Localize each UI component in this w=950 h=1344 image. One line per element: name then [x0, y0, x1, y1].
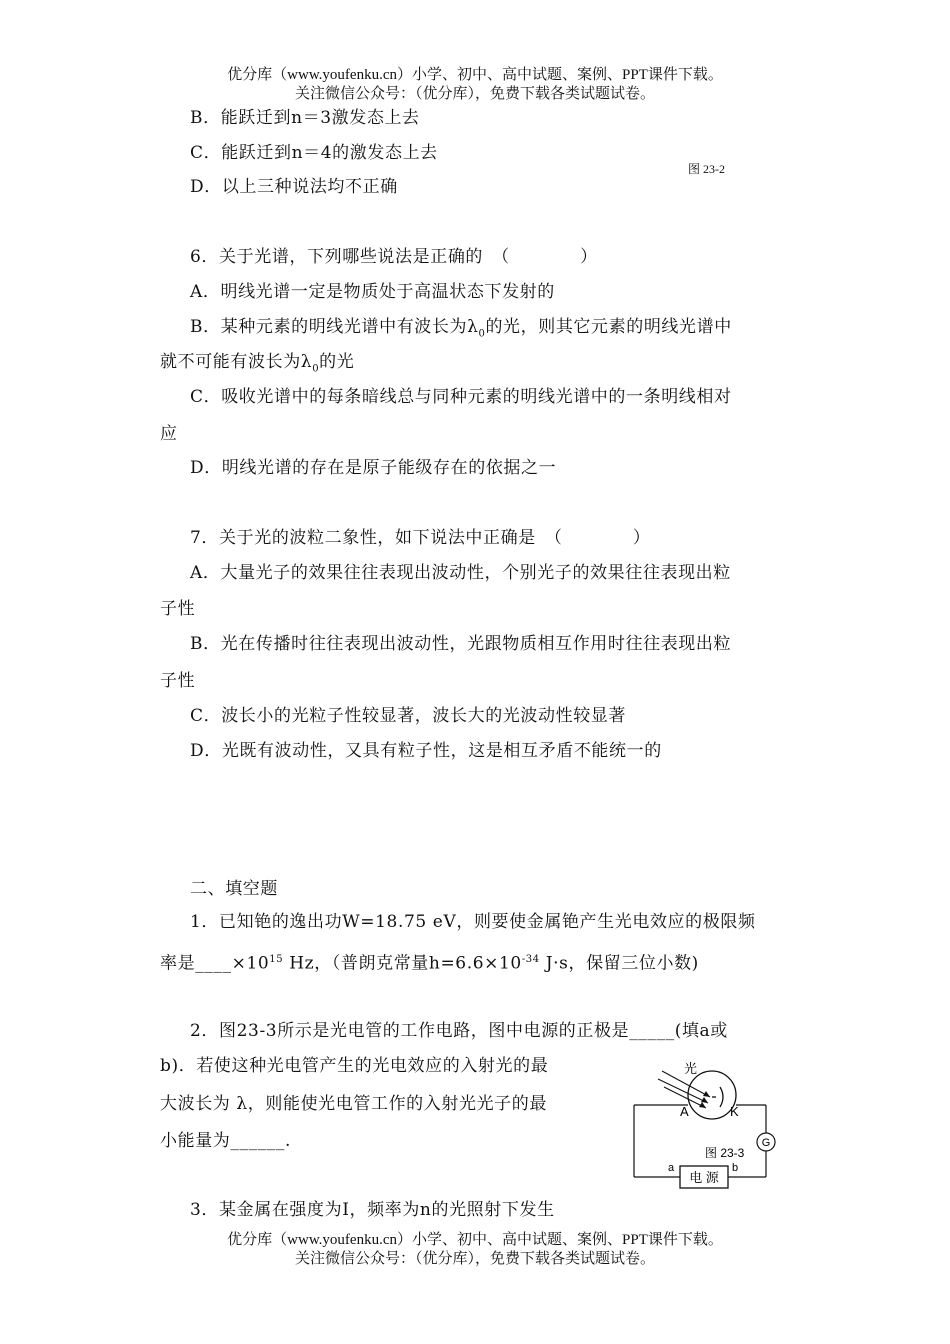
fill-2-line2: b)．若使这种光电管产生的光电效应的入射光的最: [160, 1056, 549, 1076]
anode-label: A: [680, 1104, 689, 1119]
fill-2-line3: 大波长为 λ，则能使光电管工作的入射光光子的最: [160, 1094, 547, 1114]
q6-stem: 6．关于光谱，下列哪些说法是正确的 （ ）: [190, 247, 598, 267]
q6-option-d: D．明线光谱的存在是原子能级存在的依据之一: [190, 458, 557, 478]
light-label: 光: [684, 1061, 698, 1076]
q7-option-d: D．光既有波动性，又具有粒子性，这是相互矛盾不能统一的: [190, 741, 662, 761]
power-source-label: 电 源: [689, 1170, 719, 1185]
exponent-15: 15: [269, 954, 284, 965]
q7-option-b-line2: 子性: [160, 671, 196, 691]
galvanometer-label: G: [761, 1137, 771, 1149]
fill-1-text-c: J·s，保留三位小数): [539, 953, 699, 974]
fill-1-text-a: 率是____×10: [160, 953, 270, 974]
q7-option-c: C．波长小的光粒子性较显著，波长大的光波动性较显著: [190, 706, 627, 726]
q6-b1-rest: 的光，则其它元素的明线光谱中: [485, 317, 732, 337]
photocell-circuit-figure: [628, 1053, 788, 1193]
figure-23-2-caption: 图 23-2: [688, 162, 725, 176]
cathode-label: K: [730, 1104, 739, 1119]
fill-2-line1: 2．图23-3所示是光电管的工作电路，图中电源的正极是_____(填a或: [190, 1021, 728, 1041]
fill-1-text-b: Hz，（普朗克常量h=6.6×10: [283, 953, 522, 974]
q6-option-c-line1: C．吸收光谱中的每条暗线总与同种元素的明线光谱中的一条明线相对: [190, 387, 732, 407]
q5-option-b: B．能跃迁到n＝3激发态上去: [190, 108, 420, 128]
q7-option-b-line1: B．光在传播时往往表现出波动性，光跟物质相互作用时往往表现出粒: [190, 634, 732, 654]
footer-line-2: 关注微信公众号：（优分库），免费下载各类试题试卷。: [294, 1251, 655, 1267]
q6-option-b-line1: [190, 316, 732, 345]
terminal-a-label: a: [668, 1162, 675, 1174]
q6-b2-text: 就不可能有波长为λ: [160, 352, 313, 372]
q6-option-a: A．明线光谱一定是物质处于高温状态下发射的: [190, 282, 555, 302]
q6-option-c-line2: 应: [160, 424, 178, 444]
q5-option-d: D．以上三种说法均不正确: [190, 177, 398, 197]
q7-option-a-line1: A．大量光子的效果往往表现出波动性，个别光子的效果往往表现出粒: [190, 563, 731, 583]
q6-b2-rest: 的光: [319, 352, 355, 372]
fill-3-line1: 3．某金属在强度为I，频率为n的光照射下发生: [190, 1200, 555, 1220]
q6-b1-text: B．某种元素的明线光谱中有波长为λ: [190, 317, 479, 337]
lambda-subscript: 0: [312, 363, 320, 375]
figure-23-3-caption: 图 23-3: [705, 1146, 745, 1160]
q5-option-c: C．能跃迁到n＝4的激发态上去: [190, 143, 438, 163]
q7-option-a-line2: 子性: [160, 599, 196, 619]
cathode-icon: [720, 1087, 723, 1107]
q7-stem: 7．关于光的波粒二象性，如下说法中正确是 （ ）: [190, 528, 651, 548]
fill-2-line4: 小能量为______.: [160, 1131, 292, 1151]
header-line-1: 优分库（www.youfenku.cn）小学、初中、高中试题、案例、PPT课件下载。: [227, 67, 723, 83]
phototube-icon: [688, 1071, 736, 1119]
lambda-subscript: 0: [478, 328, 486, 340]
exponent-minus-34: -34: [521, 954, 540, 965]
fill-1-line2: [160, 949, 699, 975]
header-line-2: 关注微信公众号：（优分库），免费下载各类试题试卷。: [294, 86, 655, 102]
section-2-title: 二、填空题: [190, 879, 278, 899]
fill-1-line1: 1．已知铯的逸出功W=18.75 eV，则要使金属铯产生光电效应的极限频: [190, 912, 756, 932]
footer-line-1: 优分库（www.youfenku.cn）小学、初中、高中试题、案例、PPT课件下载。: [227, 1232, 723, 1248]
terminal-b-label: b: [732, 1162, 739, 1174]
q6-option-b-line2: [160, 351, 354, 380]
